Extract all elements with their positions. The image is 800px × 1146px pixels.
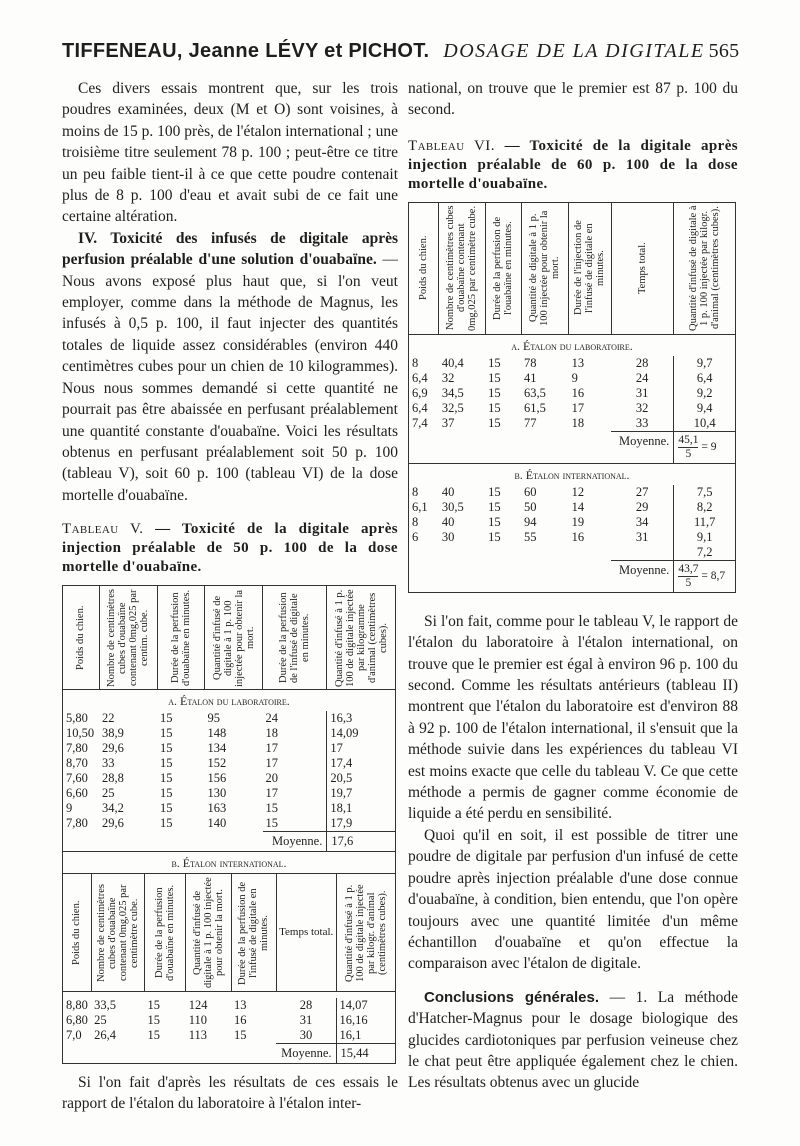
- running-header: [62, 40, 762, 76]
- table-vi-header-row: Poids du chien. Nombre de centimètres cubes d'ouabaïne contenant 0mg,025 par centimètre cube. Durée de la perfusion de l'ouabaïne en minutes. Quantité de digitale à 1 p. 100 injectée pour obtenir la mort. Durée de l'injection de l'infusé de digitale en minutes. Temps total. Quantité d'infusé de digitale à 1 p. 100 injectée par kilogr. d'animal (centimètres cubes).: [409, 202, 736, 334]
- table-v-b-header-row: Poids du chien. Nombre de centimètres cubes d'ouabaïne contenant 0mg,025 par centimètre cube. Durée de la perfusion d'ouabaïne en minutes. Quantité d'infusé de digitale à 1 p. 100 injectée pour obtenir la mort. Durée de la perfusion de l'infusé de digitale en minutes. Temps total. Quantité d'infusé à 1 p. 100 de digitale injectée par kilogr. d'animal (centimètres cubes).: [63, 874, 396, 992]
- table-v-section-a: a. Étalon du laboratoire.: [168, 694, 290, 709]
- table-v-col-quantite: Quantité d'infusé de digitale à 1 p. 100 injectée pour obtenir la mort.: [211, 589, 256, 687]
- paragraph-rapport: Si l'on fait d'après les résultats de ces essais le rapport de l'étalon du laboratoire à l'étalon inter-: [62, 1073, 398, 1113]
- table-row: 8,80 33,5 15 124 13 28 14,07: [66, 997, 368, 1012]
- table-v-caption: [62, 520, 398, 577]
- table-v-section-b: b. Étalon international.: [63, 852, 396, 874]
- table-row: 7,0 26,4 15 113 15 30 16,1: [66, 1027, 362, 1042]
- header-authors: TIFFENEAU, Jeanne LÉVY et PICHOT.: [62, 40, 430, 62]
- table-vi-section-a: a. Étalon du laboratoire.: [511, 338, 633, 353]
- paragraph-section-iv: [62, 228, 398, 506]
- table-v-header-row: [63, 586, 396, 690]
- table-v-title: — Toxicité de la digitale après injection préalable de 50 p. 100 de la dose mortelle d'ouabaïne.: [62, 521, 398, 576]
- table-row: 7,80 29,6 15 140 15 17,9: [66, 816, 353, 831]
- left-column: [62, 78, 398, 1114]
- table-vi-caption: [408, 137, 738, 194]
- table-v: [62, 585, 396, 852]
- table-row: 8 40,4 15 78 13 28 9,7: [412, 355, 713, 370]
- table-vi-section-b: b. Étalon international.: [409, 463, 736, 485]
- table-row: 6,4 32,5 15 61,5 17 32 9,4: [412, 400, 713, 415]
- table-v-col-poids: Poids du chien.: [75, 605, 87, 670]
- table-row: 9 34,2 15 163 15 18,1: [66, 801, 353, 816]
- table-v-col-par-kilo: Quantité d'infusé à 1 p. 100 de digitale injectée par kilogramme d'animal (centimètres cubes).: [333, 588, 389, 687]
- table-row: 7,2: [409, 545, 736, 561]
- table-row: 6,80 25 15 110 16 31 16,16: [66, 1012, 368, 1027]
- table-row: 7,80 29,6 15 134 17 17: [66, 741, 343, 756]
- conclusions-heading: Conclusions générales.: [424, 988, 600, 1006]
- table-v-label: Tableau V.: [62, 521, 144, 538]
- table-row: 6,1 30,5 15 50 14 29 8,2: [412, 499, 713, 514]
- conclusions-body: — 1. La méthode d'Hatcher-Magnus pour le dosage biologique des glucides cardiotoniques par perfusion veineuse chez le chat peut être appliquée également chez le chien. Les résultats obtenus avec un glucide: [408, 988, 738, 1092]
- section-iv-heading: IV. Toxicité des infusés de digitale après perfusion préalable d'une solution d'ouabaïne.: [62, 229, 398, 269]
- table-vi-moyenne-a: Moyenne. $\frac{45,1}{5}$ = 9: [409, 431, 736, 463]
- paragraph-tableau-vi-analysis: Si l'on fait, comme pour le tableau V, le rapport de l'étalon du laboratoire à l'étalon international, on trouve que le premier est égal à environ 96 p. 100 du second. Comme les résultats antérieurs (tableau II) montrent que l'étalon du laboratoire est d'environ 88 à 92 p. 100 de l'étalon international, il s'ensuit que la méthode suivie dans les expériences du tableau VI est moins exacte que celle du tableau V. Ce que cette méthode a permis de gagner comme économie de liquide a été perdu en sensibilité.: [408, 612, 738, 823]
- table-row: 7,4 37 15 77 18 33 10,4: [412, 415, 716, 430]
- right-column: [408, 78, 738, 1094]
- table-vi-label: Tableau VI.: [408, 137, 495, 154]
- table-row: 8 40 15 60 12 27 7,5: [412, 484, 713, 499]
- table-v-moyenne-b: Moyenne. 15,44: [63, 1043, 396, 1063]
- table-row: 8,70 33 15 152 17 17,4: [66, 756, 353, 771]
- table-v-part-b: [62, 852, 396, 1064]
- section-iv-body: — Nous avons exposé plus haut que, si l'on veut employer, comme dans la méthode de Magnus, les infusés à 0,5 p. 100, il faut injecter des quantités totales de liquide assez considérables (environ 440 centimètres cubes pour un chien de 10 kilogrammes). Nous nous sommes demandé si cette quantité ne pourrait pas être abaissée en perfusant préalablement une quantité constante d'ouabaïne. Voici les résultats obtenus en perfusant préalablement soit 50 p. 100 (tableau V), soit 60 p. 100 (tableau VI) de la dose mortelle d'ouabaïne.: [62, 251, 399, 504]
- paragraph-conclusion-methode: Quoi qu'il en soit, il est possible de titrer une poudre de digitale par perfusion d'un infusé de cette poudre après injection préalable d'une dose connue d'ouabaïne, à condition, bien entendu, que l'on opère toujours avec une quantité limitée d'un même échantillon d'ouabaïne et qu'on effectue la comparaison avec l'étalon de digitale.: [408, 826, 738, 973]
- table-vi: [408, 202, 736, 593]
- table-row: 10,50 38,9 15 148 18 14,09: [66, 726, 359, 741]
- table-row: 5,80 22 15 95 24 16,3: [66, 711, 353, 726]
- page-number: 565: [708, 40, 740, 62]
- table-v-col-ouabaine: Nombre de centimètres cubes d'ouabaïne contenant 0mg,025 par centim. cube.: [106, 588, 151, 687]
- table-vi-moyenne-b: Moyenne. $\frac{43,7}{5}$ = 8,7: [409, 560, 736, 592]
- paragraph-national: national, on trouve que le premier est 87 p. 100 du second.: [408, 80, 738, 119]
- table-vi-title: — Toxicité de la digitale après injection préalable de 60 p. 100 de la dose mortelle d'ouabaïne.: [408, 137, 738, 192]
- table-row: 6,9 34,5 15 63,5 16 31 9,2: [412, 385, 713, 400]
- table-row: 6,60 25 15 130 17 19,7: [66, 786, 353, 801]
- table-row: 8 40 15 94 19 34 11,7: [412, 514, 716, 529]
- table-row: 6,4 32 15 41 9 24 6,4: [412, 370, 713, 385]
- table-row: 7,60 28,8 15 156 20 20,5: [66, 771, 353, 786]
- table-v-col-duree-infuse: Durée de la perfusion de l'infusé de digitale en minutes.: [278, 592, 312, 683]
- table-v-col-duree: Durée de la perfusion d'ouabaïne en minutes.: [169, 589, 192, 686]
- paragraph-essais: Ces divers essais montrent que, sur les trois poudres examinées, deux (M et O) sont voisines, à moins de 15 p. 100 près, de l'étalon international ; une troisième titre seulement 78 p. 100 ; peut-être ce titre un peu faible tient-il à ce que cette poudre contenait plus de 8 p. 100 d'eau et avait subi de ce fait une certaine altération.: [62, 80, 398, 226]
- header-title: DOSAGE DE LA DIGITALE: [443, 40, 705, 62]
- table-v-moyenne-a: Moyenne. 17,6: [63, 832, 396, 852]
- table-row: 6 30 15 55 16 31 9,1: [412, 529, 713, 544]
- paragraph-conclusions-generales: [408, 987, 738, 1094]
